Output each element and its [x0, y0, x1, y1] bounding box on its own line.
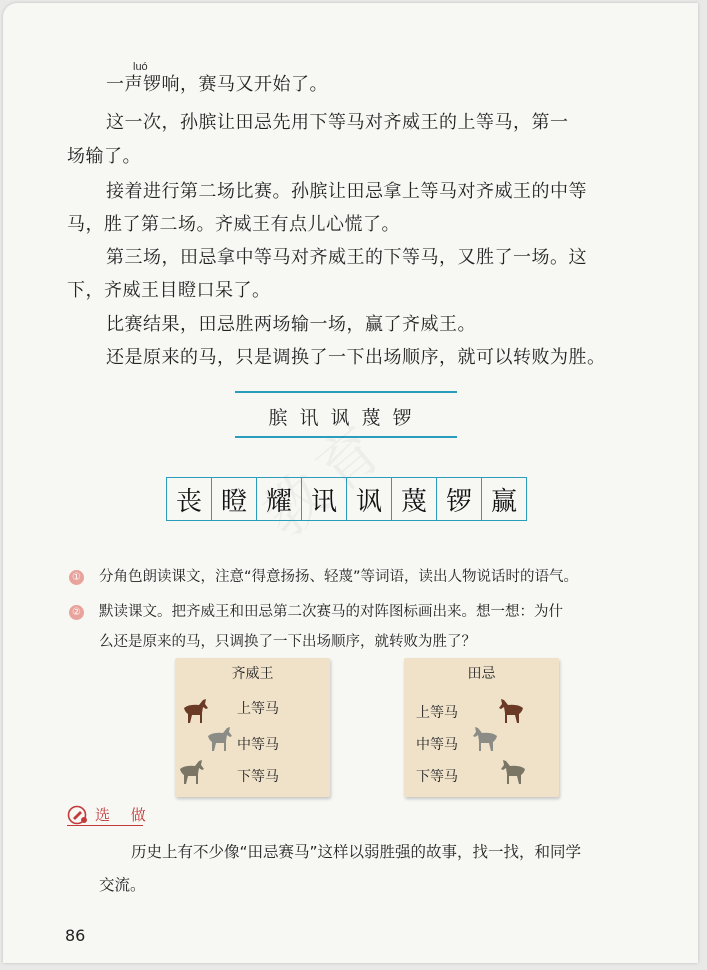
- recognize-top-rule: [235, 391, 457, 393]
- horse-icon-top-qi: [181, 696, 213, 726]
- writing-grid: [166, 477, 527, 521]
- question-2-number: ②: [69, 605, 84, 620]
- rank-top-tian: 上等马: [416, 705, 458, 721]
- paragraph-5: 比赛结果，田忌胜两场输一场，赢了齐威王。: [106, 314, 476, 335]
- write-char-7: 锣: [437, 478, 482, 520]
- horse-icon-low-tian: [496, 757, 528, 787]
- optional-line2: 交流。: [99, 876, 146, 894]
- rank-low-tian: 下等马: [416, 769, 458, 785]
- qi-weiwang-card: [175, 658, 330, 797]
- optional-label: 选 做: [95, 806, 154, 824]
- card-title-tian-ji: 田忌: [467, 666, 496, 682]
- rank-mid-qi: 中等马: [237, 737, 279, 753]
- question-1-number: ①: [69, 570, 84, 585]
- paragraph-2-line2: 场输了。: [67, 146, 141, 167]
- write-char-1: 丧: [167, 478, 212, 520]
- paragraph-6: 还是原来的马，只是调换了一下出场顺序，就可以转败为胜。: [106, 347, 606, 368]
- write-char-8: 赢: [490, 486, 517, 517]
- question-2-line1: 默读课文。把齐威王和田忌第二次赛马的对阵图标画出来。想一想：为什: [99, 604, 563, 620]
- write-char-3: 耀: [257, 478, 302, 520]
- horse-icon-low-qi: [177, 757, 209, 787]
- write-char-5: 讽: [347, 478, 392, 520]
- paragraph-3-line2: 马，胜了第二场。齐威王有点儿心慌了。: [67, 214, 400, 235]
- page-number: 86: [65, 926, 86, 945]
- paragraph-1: 一声锣响，赛马又开始了。: [106, 74, 328, 95]
- horse-icon-top-tian: [494, 696, 526, 726]
- paragraph-3-line1: 接着进行第二场比赛。孙膑让田忌拿上等马对齐威王的中等: [106, 181, 587, 202]
- horse-icon-mid-qi: [205, 724, 237, 754]
- tian-ji-card: [404, 658, 559, 797]
- textbook-page: [3, 3, 698, 963]
- optional-header: [67, 804, 154, 825]
- horse-icon-mid-tian: [468, 724, 500, 754]
- card-title-qi-weiwang: 齐威王: [231, 666, 274, 682]
- write-char-4: 讯: [302, 478, 347, 520]
- question-2-line2: 么还是原来的马，只调换了一下出场顺序，就转败为胜了？: [99, 634, 476, 650]
- pencil-badge-icon: [67, 805, 89, 825]
- paragraph-4-line2: 下，齐威王目瞪口呆了。: [67, 280, 271, 301]
- rank-mid-tian: 中等马: [416, 737, 458, 753]
- paragraph-2-line1: 这一次，孙膑让田忌先用下等马对齐威王的上等马，第一: [106, 112, 569, 133]
- recognize-characters: 膑讯讽蔑锣: [268, 407, 424, 429]
- question-1-text: 分角色朗读课文，注意“得意扬扬、轻蔑”等词语，读出人物说话时的语气。: [99, 569, 579, 585]
- paragraph-4-line1: 第三场，田忌拿中等马对齐威王的下等马，又胜了一场。这: [106, 247, 587, 268]
- rank-low-qi: 下等马: [237, 769, 279, 785]
- rank-top-qi: 上等马: [237, 701, 279, 717]
- pinyin-annotation: luó: [133, 61, 148, 73]
- optional-underline: [67, 825, 143, 826]
- write-char-2: 瞪: [212, 478, 257, 520]
- write-char-6: 蔑: [392, 478, 437, 520]
- optional-line1: 历史上有不少像“田忌赛马”这样以弱胜强的故事，找一找，和同学: [131, 843, 582, 861]
